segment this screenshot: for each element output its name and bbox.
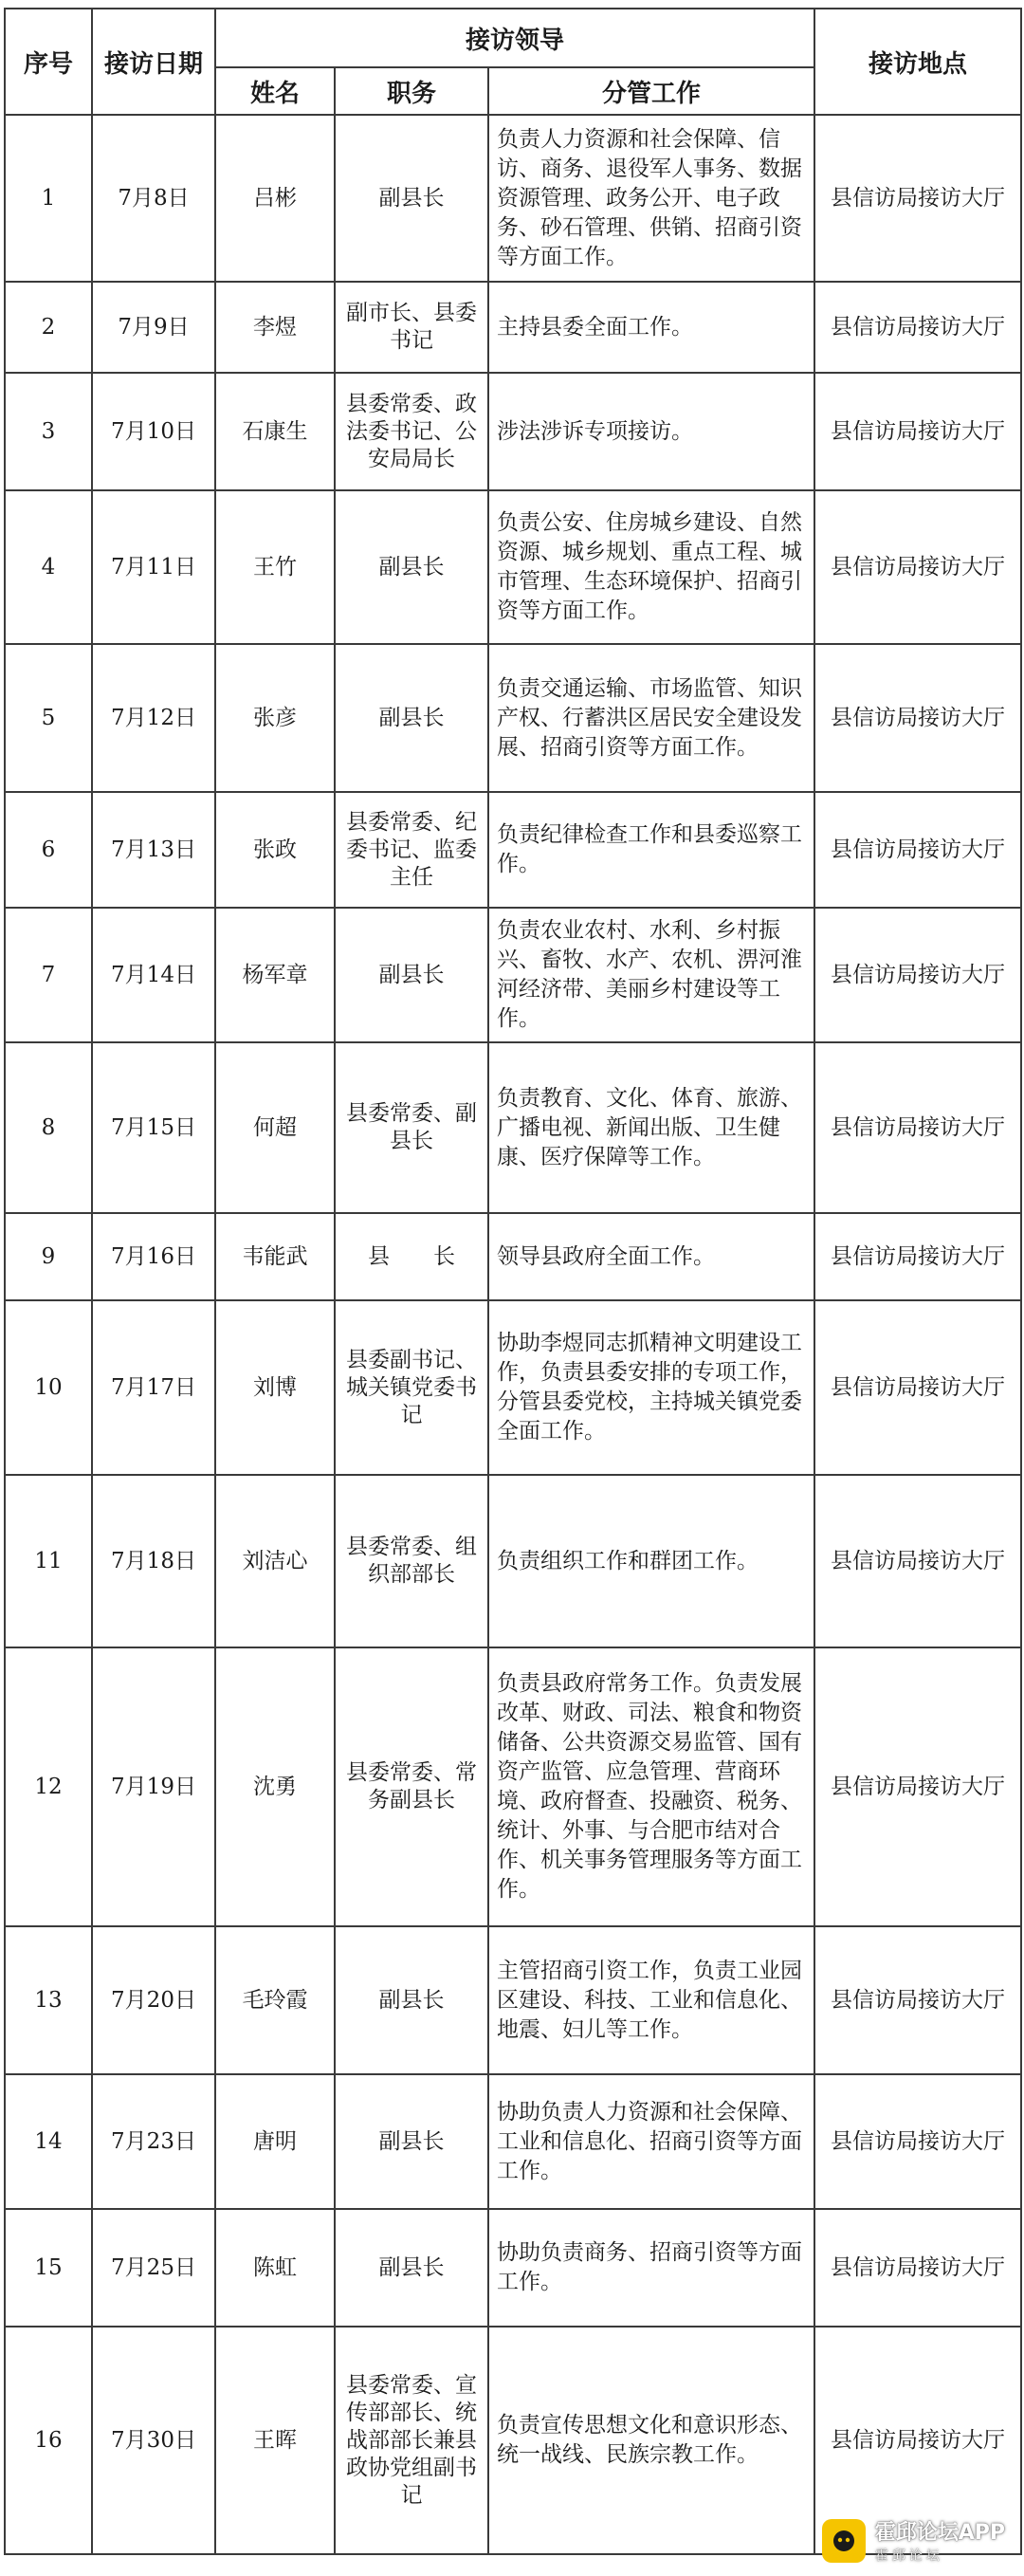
- cell-date: 7月8日: [92, 115, 215, 282]
- cell-duties: 负责教育、文化、体育、旅游、广播电视、新闻出版、卫生健康、医疗保障等工作。: [488, 1042, 814, 1213]
- cell-seq: 15: [5, 2209, 92, 2327]
- cell-location: 县信访局接访大厅: [814, 2074, 1021, 2209]
- cell-date: 7月14日: [92, 908, 215, 1042]
- cell-location: 县信访局接访大厅: [814, 1213, 1021, 1300]
- cell-location: 县信访局接访大厅: [814, 490, 1021, 644]
- cell-post: 副县长: [335, 1926, 488, 2074]
- header-leader-group: 接访领导: [215, 9, 814, 67]
- cell-duties: 负责县政府常务工作。负责发展改革、财政、司法、粮食和物资储备、公共资源交易监管、国有资产监管、应急管理、营商环境、政府督查、投融资、税务、统计、外事、与合肥市结对合作、机关事务管理服务等方面工作。: [488, 1647, 814, 1926]
- header-date: 接访日期: [92, 9, 215, 115]
- cell-date: 7月12日: [92, 644, 215, 792]
- cell-date: 7月16日: [92, 1213, 215, 1300]
- cell-seq: 5: [5, 644, 92, 792]
- table-row: [5, 908, 1021, 1042]
- cell-duties: 协助负责商务、招商引资等方面工作。: [488, 2209, 814, 2327]
- cell-date: 7月23日: [92, 2074, 215, 2209]
- watermark: [822, 2516, 1005, 2565]
- cell-location: 县信访局接访大厅: [814, 115, 1021, 282]
- cell-date: 7月20日: [92, 1926, 215, 2074]
- cell-duties: 负责宣传思想文化和意识形态、统一战线、民族宗教工作。: [488, 2327, 814, 2554]
- cell-name: 陈虹: [215, 2209, 335, 2327]
- cell-location: 县信访局接访大厅: [814, 1926, 1021, 2074]
- cell-location: 县信访局接访大厅: [814, 644, 1021, 792]
- cell-duties: 协助负责人力资源和社会保障、工业和信息化、招商引资等方面工作。: [488, 2074, 814, 2209]
- header-row-1: [5, 9, 1021, 67]
- watermark-subtitle: 霍邱论坛: [874, 2548, 943, 2564]
- cell-post: 副县长: [335, 2209, 488, 2327]
- cell-location: 县信访局接访大厅: [814, 1647, 1021, 1926]
- table-row: [5, 282, 1021, 373]
- cell-date: 7月25日: [92, 2209, 215, 2327]
- cell-seq: 2: [5, 282, 92, 373]
- table-row: [5, 792, 1021, 908]
- cell-name: 毛玲霞: [215, 1926, 335, 2074]
- header-post: 职务: [335, 67, 488, 115]
- cell-seq: 1: [5, 115, 92, 282]
- table-row: [5, 1213, 1021, 1300]
- header-seq: 序号: [5, 9, 92, 115]
- cell-duties: 负责农业农村、水利、乡村振兴、畜牧、水产、农机、淠河淮河经济带、美丽乡村建设等工作。: [488, 908, 814, 1042]
- cell-duties: 负责组织工作和群团工作。: [488, 1475, 814, 1647]
- reception-schedule-table: [4, 8, 1022, 2555]
- cell-name: 刘洁心: [215, 1475, 335, 1647]
- header-location: 接访地点: [814, 9, 1021, 115]
- cell-post: 县委常委、副县长: [335, 1042, 488, 1213]
- cell-name: 何超: [215, 1042, 335, 1213]
- cell-duties: 负责人力资源和社会保障、信访、商务、退役军人事务、数据资源管理、政务公开、电子政务、砂石管理、供销、招商引资等方面工作。: [488, 115, 814, 282]
- cell-seq: 3: [5, 373, 92, 490]
- cell-date: 7月15日: [92, 1042, 215, 1213]
- cell-date: 7月9日: [92, 282, 215, 373]
- cell-seq: 11: [5, 1475, 92, 1647]
- cell-seq: 7: [5, 908, 92, 1042]
- cell-post: 县委常委、常务副县长: [335, 1647, 488, 1926]
- cell-name: 张政: [215, 792, 335, 908]
- cell-date: 7月10日: [92, 373, 215, 490]
- cell-post: 副县长: [335, 2074, 488, 2209]
- cell-location: 县信访局接访大厅: [814, 2209, 1021, 2327]
- watermark-title: 霍邱论坛APP: [874, 2521, 1005, 2545]
- cell-post: 县委常委、纪委书记、监委主任: [335, 792, 488, 908]
- cell-name: 韦能武: [215, 1213, 335, 1300]
- cell-duties: 负责交通运输、市场监管、知识产权、行蓄洪区居民安全建设发展、招商引资等方面工作。: [488, 644, 814, 792]
- cell-location: 县信访局接访大厅: [814, 1475, 1021, 1647]
- cell-seq: 4: [5, 490, 92, 644]
- cell-duties: 涉法涉诉专项接访。: [488, 373, 814, 490]
- table-body: [5, 115, 1021, 2554]
- table-row: [5, 1647, 1021, 1926]
- cell-date: 7月13日: [92, 792, 215, 908]
- cell-date: 7月30日: [92, 2327, 215, 2554]
- table-row: [5, 2209, 1021, 2327]
- table-row: [5, 115, 1021, 282]
- cell-duties: 协助李煜同志抓精神文明建设工作，负责县委安排的专项工作，分管县委党校，主持城关镇党委全面工作。: [488, 1300, 814, 1475]
- cell-seq: 12: [5, 1647, 92, 1926]
- cell-seq: 10: [5, 1300, 92, 1475]
- cell-post: 县 长: [335, 1213, 488, 1300]
- table-row: [5, 1475, 1021, 1647]
- cell-name: 王竹: [215, 490, 335, 644]
- cell-location: 县信访局接访大厅: [814, 2327, 1021, 2554]
- cell-name: 张彦: [215, 644, 335, 792]
- cell-post: 县委常委、宣传部部长、统战部部长兼县政协党组副书记: [335, 2327, 488, 2554]
- cell-name: 唐明: [215, 2074, 335, 2209]
- forum-logo-icon: [822, 2519, 866, 2563]
- cell-post: 副县长: [335, 908, 488, 1042]
- cell-name: 杨军章: [215, 908, 335, 1042]
- cell-post: 县委副书记、城关镇党委书记: [335, 1300, 488, 1475]
- cell-duties: 负责纪律检查工作和县委巡察工作。: [488, 792, 814, 908]
- cell-seq: 13: [5, 1926, 92, 2074]
- table-row: [5, 644, 1021, 792]
- cell-post: 副县长: [335, 115, 488, 282]
- cell-duties: 主管招商引资工作，负责工业园区建设、科技、工业和信息化、地震、妇儿等工作。: [488, 1926, 814, 2074]
- cell-duties: 领导县政府全面工作。: [488, 1213, 814, 1300]
- header-name: 姓名: [215, 67, 335, 115]
- table-row: [5, 2074, 1021, 2209]
- cell-duties: 主持县委全面工作。: [488, 282, 814, 373]
- cell-seq: 6: [5, 792, 92, 908]
- cell-name: 刘博: [215, 1300, 335, 1475]
- cell-seq: 8: [5, 1042, 92, 1213]
- cell-name: 吕彬: [215, 115, 335, 282]
- cell-post: 县委常委、组织部部长: [335, 1475, 488, 1647]
- cell-location: 县信访局接访大厅: [814, 1042, 1021, 1213]
- cell-location: 县信访局接访大厅: [814, 373, 1021, 490]
- cell-location: 县信访局接访大厅: [814, 1300, 1021, 1475]
- cell-date: 7月19日: [92, 1647, 215, 1926]
- cell-date: 7月18日: [92, 1475, 215, 1647]
- cell-date: 7月11日: [92, 490, 215, 644]
- cell-name: 王晖: [215, 2327, 335, 2554]
- cell-location: 县信访局接访大厅: [814, 792, 1021, 908]
- cell-name: 李煜: [215, 282, 335, 373]
- cell-seq: 14: [5, 2074, 92, 2209]
- table-row: [5, 490, 1021, 644]
- header-duties: 分管工作: [488, 67, 814, 115]
- cell-seq: 16: [5, 2327, 92, 2554]
- cell-name: 沈勇: [215, 1647, 335, 1926]
- table-row: [5, 1042, 1021, 1213]
- cell-duties: 负责公安、住房城乡建设、自然资源、城乡规划、重点工程、城市管理、生态环境保护、招商引资等方面工作。: [488, 490, 814, 644]
- cell-location: 县信访局接访大厅: [814, 282, 1021, 373]
- cell-post: 副市长、县委书记: [335, 282, 488, 373]
- cell-date: 7月17日: [92, 1300, 215, 1475]
- cell-post: 副县长: [335, 490, 488, 644]
- table-row: [5, 1926, 1021, 2074]
- cell-post: 县委常委、政法委书记、公安局局长: [335, 373, 488, 490]
- cell-location: 县信访局接访大厅: [814, 908, 1021, 1042]
- cell-post: 副县长: [335, 644, 488, 792]
- cell-seq: 9: [5, 1213, 92, 1300]
- table-row: [5, 373, 1021, 490]
- table-row: [5, 1300, 1021, 1475]
- cell-name: 石康生: [215, 373, 335, 490]
